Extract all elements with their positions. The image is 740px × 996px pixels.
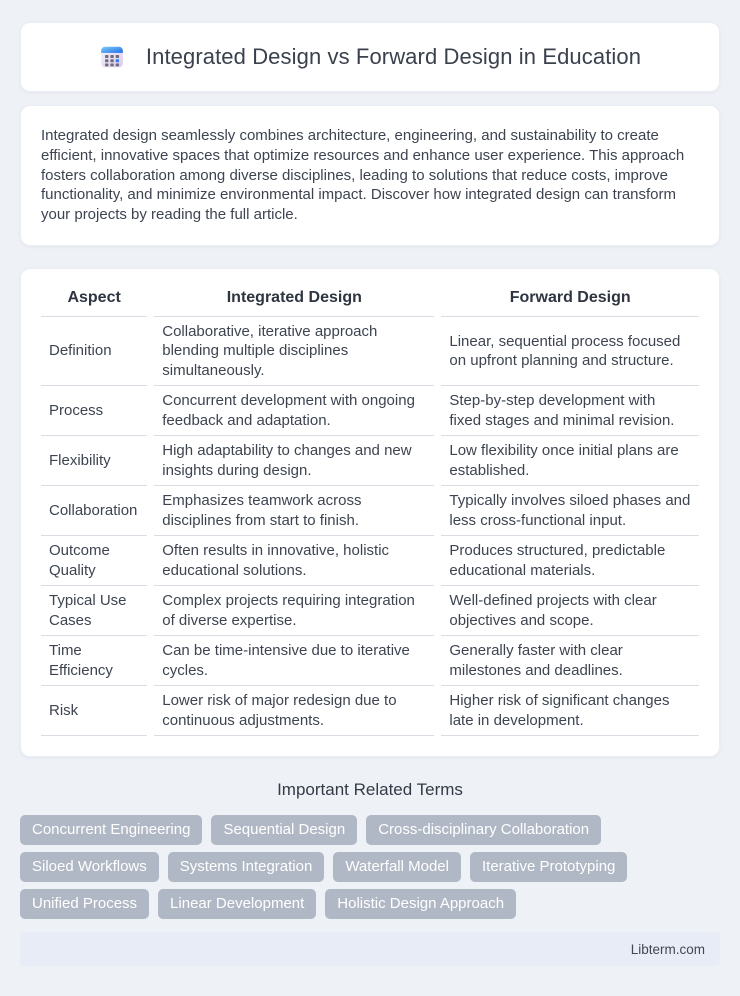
integrated-cell: Lower risk of major redesign due to continuous adjustments. bbox=[154, 686, 434, 736]
table-row bbox=[41, 486, 699, 536]
aspect-cell: Collaboration bbox=[41, 486, 147, 536]
column-header-integrated-design: Integrated Design bbox=[154, 287, 434, 317]
related-terms-heading: Important Related Terms bbox=[277, 780, 463, 800]
table-row bbox=[41, 536, 699, 586]
forward-cell: Linear, sequential process focused on upfront planning and structure. bbox=[441, 317, 699, 387]
term-tag[interactable]: Linear Development bbox=[158, 889, 316, 919]
column-header-aspect: Aspect bbox=[41, 287, 147, 317]
forward-cell: Produces structured, predictable educational materials. bbox=[441, 536, 699, 586]
term-tag[interactable]: Siloed Workflows bbox=[20, 852, 159, 882]
integrated-cell: Collaborative, iterative approach blending multiple disciplines simultaneously. bbox=[154, 317, 434, 387]
forward-cell: Step-by-step development with fixed stages and minimal revision. bbox=[441, 386, 699, 436]
term-tag[interactable]: Holistic Design Approach bbox=[325, 889, 516, 919]
integrated-cell: Often results in innovative, holistic educational solutions. bbox=[154, 536, 434, 586]
comparison-table bbox=[34, 287, 706, 737]
aspect-cell: Risk bbox=[41, 686, 147, 736]
aspect-cell: Typical Use Cases bbox=[41, 586, 147, 636]
forward-cell: Well-defined projects with clear objectives and scope. bbox=[441, 586, 699, 636]
term-tag[interactable]: Cross-disciplinary Collaboration bbox=[366, 815, 601, 845]
page-title: Integrated Design vs Forward Design in Education bbox=[145, 44, 642, 69]
column-header-forward-design: Forward Design bbox=[441, 287, 699, 317]
aspect-cell: Process bbox=[41, 386, 147, 436]
integrated-cell: Can be time-intensive due to iterative cycles. bbox=[154, 636, 434, 686]
site-link[interactable]: Libterm.com bbox=[630, 941, 705, 957]
aspect-cell: Definition bbox=[41, 317, 147, 387]
forward-cell: Low flexibility once initial plans are established. bbox=[441, 436, 699, 486]
integrated-cell: High adaptability to changes and new insights during design. bbox=[154, 436, 434, 486]
intro-paragraph: Integrated design seamlessly combines architecture, engineering, and sustainability to create efficient, innovative spaces that optimize resources and enhance user experience. This approach fosters collaboration among diverse disciplines, leading to solutions that reduce costs, improve functionality, and minimize environmental impact. Discover how integrated design can transform your projects by reading the full article. bbox=[41, 127, 685, 224]
aspect-cell: Flexibility bbox=[41, 436, 147, 486]
term-tag[interactable]: Unified Process bbox=[20, 889, 149, 919]
header-card bbox=[20, 22, 720, 92]
intro-card bbox=[20, 105, 720, 246]
forward-cell: Generally faster with clear milestones and deadlines. bbox=[441, 636, 699, 686]
table-row bbox=[41, 436, 699, 486]
term-tag[interactable]: Iterative Prototyping bbox=[470, 852, 627, 882]
table-header-row bbox=[41, 287, 699, 317]
related-terms-list bbox=[20, 815, 720, 919]
term-tag[interactable]: Concurrent Engineering bbox=[20, 815, 202, 845]
term-tag[interactable]: Sequential Design bbox=[211, 815, 357, 845]
forward-cell: Typically involves siloed phases and less cross-functional input. bbox=[441, 486, 699, 536]
comparison-table-card bbox=[20, 268, 720, 758]
integrated-cell: Concurrent development with ongoing feedback and adaptation. bbox=[154, 386, 434, 436]
table-row bbox=[41, 636, 699, 686]
table-row bbox=[41, 686, 699, 736]
integrated-cell: Complex projects requiring integration of diverse expertise. bbox=[154, 586, 434, 636]
aspect-cell: Outcome Quality bbox=[41, 536, 147, 586]
table-row bbox=[41, 317, 699, 387]
term-tag[interactable]: Waterfall Model bbox=[333, 852, 461, 882]
calendar-grid-icon bbox=[99, 44, 125, 70]
term-tag[interactable]: Systems Integration bbox=[168, 852, 325, 882]
forward-cell: Higher risk of significant changes late in development. bbox=[441, 686, 699, 736]
footer-bar bbox=[20, 932, 720, 966]
integrated-cell: Emphasizes teamwork across disciplines from start to finish. bbox=[154, 486, 434, 536]
aspect-cell: Time Efficiency bbox=[41, 636, 147, 686]
table-row bbox=[41, 586, 699, 636]
table-row bbox=[41, 386, 699, 436]
